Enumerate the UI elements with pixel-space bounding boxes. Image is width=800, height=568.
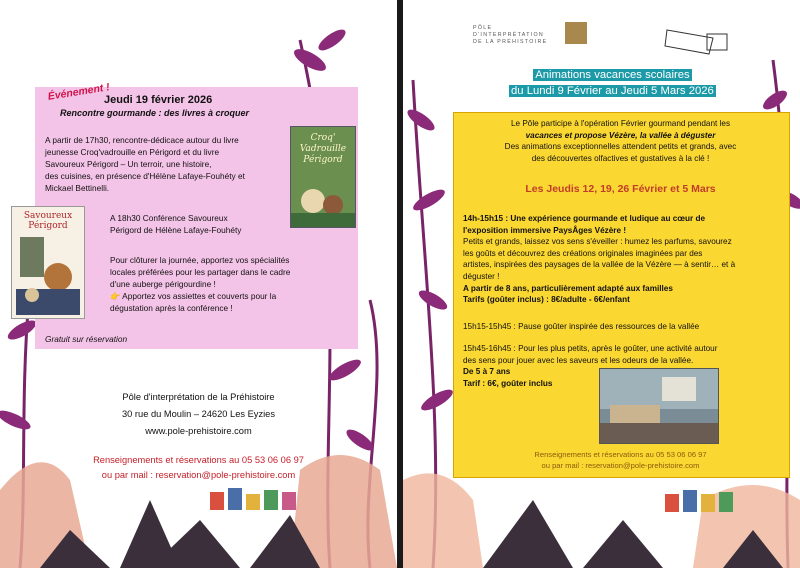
contact-email[interactable]: ou par mail : reservation@pole-prehistoire.com	[101, 470, 296, 480]
paragraph-dedicace: A partir de 17h30, rencontre-dédicace autour du livre jeunesse Croq'vadrouille en Périgord et du livre Savoureux Périgord – Un terroir, une histoire, des cuisines, en présence d'Hélène Lafaye-Fouhéty et Mickael Bettinelli.	[45, 135, 245, 193]
logo-text: PÔLE D'INTERPRÉTATION DE LA PRÉHISTOIRE	[473, 25, 548, 45]
projector-illustration	[663, 24, 733, 64]
left-flyer	[0, 0, 397, 568]
event-subtitle: Rencontre gourmande : des livres à croquer	[60, 108, 250, 118]
exhibition-photo	[599, 368, 719, 444]
contact-email-right[interactable]: ou par mail : reservation@pole-prehistoire.com	[541, 461, 700, 470]
contact-phone-right: Renseignements et réservations au 05 53 06 06 97	[534, 450, 707, 459]
book-cover-savoureux: Savoureux Périgord	[11, 206, 85, 319]
event-label: Événement !	[47, 81, 111, 103]
book-still-life	[12, 227, 84, 317]
book-illustration	[291, 177, 355, 227]
event-dates: Les Jeudis 12, 19, 26 Février et 5 Mars	[525, 183, 716, 195]
paragraph-auberge: Pour clôturer la journée, apportez vos spécialités locales préférées pour les partager dans le cadre d'une auberge périgourdine ! 👉 Apportez vos assiettes et couverts pour la dégustation après la conférence !	[110, 255, 291, 313]
paragraph-conference: A 18h30 Conférence Savoureux Périgord de Hélène Lafaye-Fouhéty	[110, 213, 242, 235]
venue-address: 30 rue du Moulin – 24620 Les Eyzies	[122, 409, 275, 419]
event-title: Jeudi 19 février 2026	[104, 94, 213, 106]
intro-text: Le Pôle participe à l'opération Février gourmand pendant les vacances et propose Vézère, la vallée à déguster Des animations exceptionnelles attendent petits et grands, avec des découvertes olfactives et gustatives à la clé !	[504, 119, 737, 163]
logo-mark	[565, 22, 587, 44]
right-flyer	[403, 0, 800, 568]
venue-name: Pôle d'interprétation de la Préhistoire	[122, 392, 275, 402]
book-cover-croqvadrouille: Croq' Vadrouille Périgord	[290, 126, 356, 228]
session-1: 14h-15h15 : Une expérience gourmande et ludique au cœur de l'exposition immersive PaysÂges Vézère ! Petits et grands, laissez vos sens s'éveiller : humez les parfums, savourez les goûts et découvrez des créations originales imaginées par des artistes, inspirées des paysages de la vallée de la Vézère — à sentir… et à déguster ! A partir de 8 ans, particulièrement adapté aux familles Tarifs (goûter inclus) : 8€/adulte - 6€/enfant	[463, 214, 736, 305]
session-3: 15h45-16h45 : Pour les plus petits, après le goûter, une activité autour des sens pour jouer avec les saveurs et les odeurs de la vallée. De 5 à 7 ans Tarif : 6€, goûter inclus	[463, 344, 718, 388]
contact-phone: Renseignements et réservations au 05 53 06 06 97	[93, 455, 304, 465]
session-2: 15h15-15h45 : Pause goûter inspirée des ressources de la vallée	[463, 322, 700, 331]
website-link[interactable]: www.pole-prehistoire.com	[145, 426, 252, 436]
photo-scene	[600, 369, 718, 443]
banner-title: Animations vacances scolaires du Lundi 9 Février au Jeudi 5 Mars 2026	[511, 69, 714, 97]
free-note: Gratuit sur réservation	[45, 334, 128, 344]
